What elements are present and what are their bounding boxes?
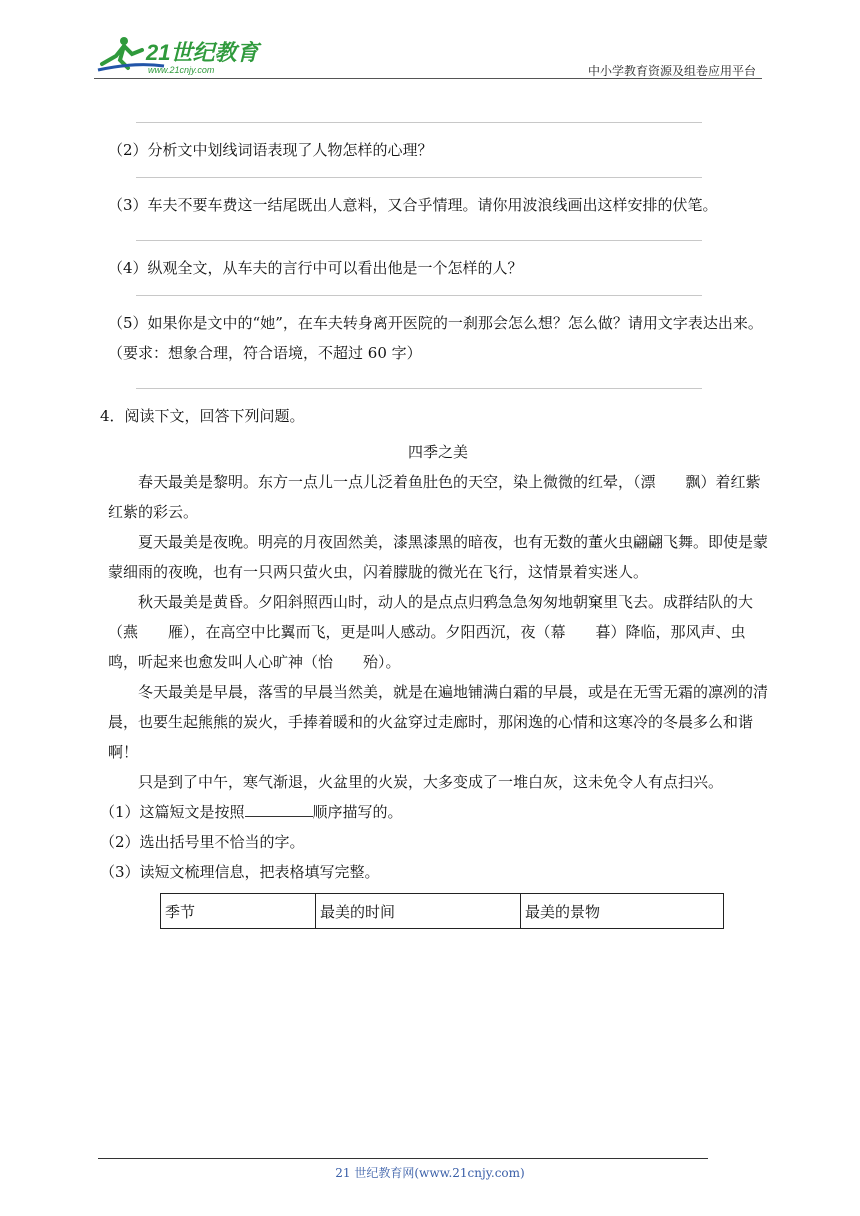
question-5: （5）如果你是文中的“她”，在车夫转身离开医院的一刹那会怎么想？怎么做？请用文字表达出来。（要求：想象合理，符合语境，不超过 60 字） <box>108 314 763 362</box>
question-4-intro: 4．阅读下文，回答下列问题。 <box>100 407 305 425</box>
info-table <box>160 893 724 929</box>
passage-paragraph: 秋天最美是黄昏。夕阳斜照西山时，动人的是点点归鸦急急匆匆地朝窠里飞去。成群结队的大（燕 雁），在高空中比翼而飞，更是叫人感动。夕阳西沉，夜（幕 暮）降临，那风声、虫鸣，听起来也愈发叫人心旷神（怡 殆）。 <box>108 593 754 671</box>
logo-text: 21世纪教育 <box>146 40 259 65</box>
table-header-time: 最美的时间 <box>316 894 521 929</box>
fill-blank[interactable] <box>245 802 313 817</box>
table-row <box>161 894 724 929</box>
sub-question-1-text: （1）这篇短文是按照 <box>100 803 245 821</box>
question-2: （2）分析文中划线词语表现了人物怎样的心理？ <box>108 141 433 159</box>
footer-text[interactable]: 21 世纪教育网(www.21cnjy.com) <box>335 1166 525 1180</box>
sub-question-1 <box>100 797 768 827</box>
question-3: （3）车夫不要车费这一结尾既出人意料，又合乎情理。请你用波浪线画出这样安排的伏笔。 <box>108 196 718 214</box>
table-header-season: 季节 <box>161 894 316 929</box>
logo-21cnjy <box>94 34 264 76</box>
header-divider <box>94 78 762 79</box>
passage-title: 四季之美 <box>407 443 468 461</box>
passage-paragraph: 春天最美是黎明。东方一点儿一点儿泛着鱼肚色的天空，染上微微的红晕，（漂 飘）着红紫红紫的彩云。 <box>108 473 761 521</box>
document-body <box>100 108 769 929</box>
question-4: （4）纵观全文，从车夫的言行中可以看出他是一个怎样的人？ <box>108 259 523 277</box>
passage-paragraph: 夏天最美是夜晚。明亮的月夜固然美，漆黑漆黑的暗夜，也有无数的董火虫翩翩飞舞。即使是蒙蒙细雨的夜晚，也有一只两只萤火虫，闪着朦胧的微光在飞行，这情景着实迷人。 <box>108 533 769 581</box>
sub-question-1-tail: 顺序描写的。 <box>312 803 403 821</box>
sub-question-3: （3）读短文梳理信息，把表格填写完整。 <box>100 863 380 881</box>
sub-question-2: （2）选出括号里不恰当的字。 <box>100 833 305 851</box>
page-header <box>94 30 762 80</box>
platform-name: 中小学教育资源及组卷应用平台 <box>587 64 756 78</box>
table-header-scenery: 最美的景物 <box>521 894 724 929</box>
footer-divider <box>98 1158 708 1159</box>
passage-paragraph: 只是到了中午，寒气渐退，火盆里的火炭，大多变成了一堆白灰，这未免令人有点扫兴。 <box>138 773 724 791</box>
passage-paragraph: 冬天最美是早晨，落雪的早晨当然美，就是在遍地铺满白霜的早晨，或是在无雪无霜的凛冽的清晨，也要生起熊熊的炭火，手捧着暖和的火盆穿过走廊时，那闲逸的心情和这寒冷的冬晨多么和谐啊！ <box>108 683 769 761</box>
logo-url: www.21cnjy.com <box>148 65 215 75</box>
